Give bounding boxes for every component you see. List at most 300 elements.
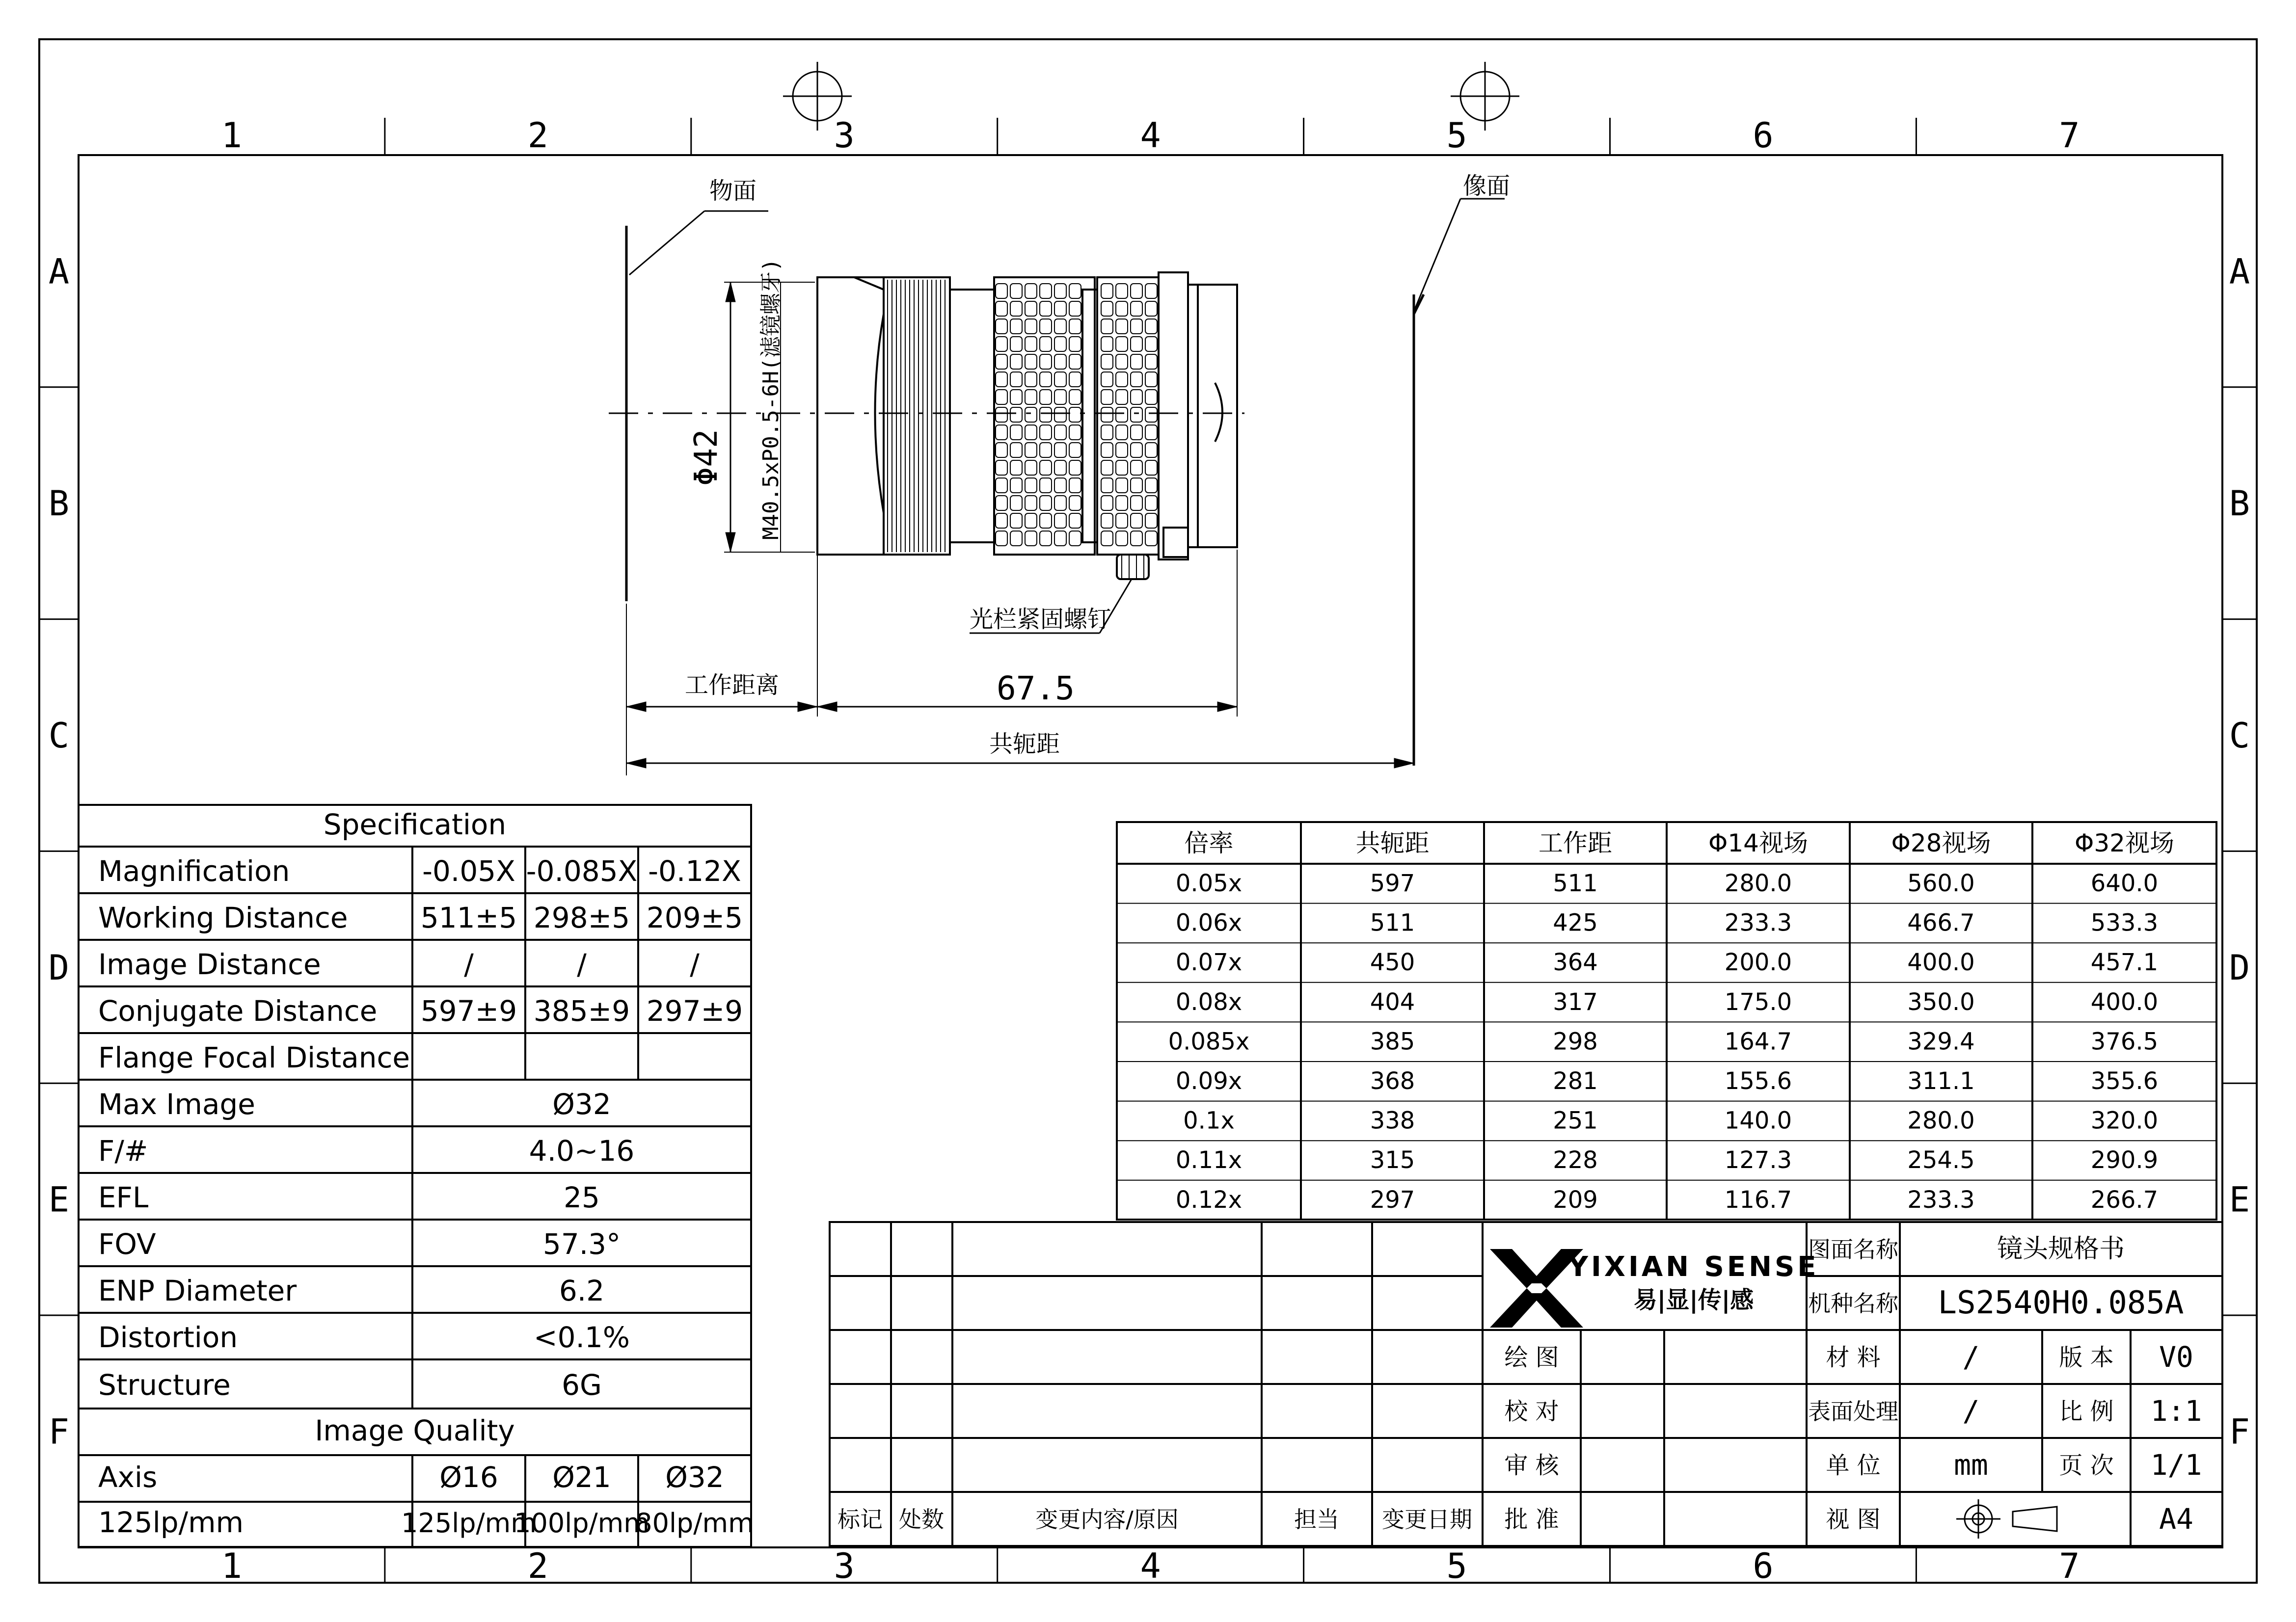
knurl-cell — [1131, 531, 1142, 546]
knurl-cell — [1145, 425, 1157, 440]
knurl-cell — [1025, 354, 1037, 369]
table-cell: 0.05x — [1175, 870, 1243, 897]
knurl-cell — [996, 407, 1007, 422]
approve-label: 批 准 — [1504, 1506, 1559, 1533]
table-cell: 338 — [1370, 1107, 1415, 1135]
model-label: 机种名称 — [1808, 1290, 1898, 1317]
table-cell: 400.0 — [2090, 988, 2159, 1016]
table-header: 工作距 — [1539, 829, 1612, 857]
table-header: Φ32视场 — [2075, 829, 2174, 857]
table-cell: 175.0 — [1724, 988, 1792, 1016]
knurl-cell — [996, 478, 1007, 493]
table-cell: 640.0 — [2090, 870, 2159, 897]
table-cell: 597 — [1370, 870, 1415, 897]
table-cell: 0.09x — [1175, 1067, 1243, 1095]
knurl-cell — [1054, 425, 1066, 440]
revision-header: 标记 — [837, 1506, 883, 1533]
quality-row-label: 125lp/mm — [98, 1506, 244, 1539]
knurl-cell — [1054, 513, 1066, 528]
unit-value: mm — [1954, 1448, 1988, 1482]
knurl-cell — [1145, 284, 1157, 298]
table-cell: 364 — [1553, 949, 1598, 977]
table-cell: 200.0 — [1724, 949, 1792, 977]
spec-title: Specification — [323, 808, 507, 841]
knurl-cell — [1010, 354, 1022, 369]
object-plane-label: 物面 — [709, 177, 757, 205]
knurl-cell — [1101, 354, 1113, 369]
knurl-cell — [1054, 531, 1066, 546]
table-cell: 298 — [1553, 1028, 1598, 1056]
knurl-cell — [996, 284, 1007, 298]
version-value: V0 — [2159, 1340, 2193, 1374]
table-cell: 425 — [1553, 909, 1598, 937]
knurl-cell — [1069, 319, 1081, 334]
column-label: 6 — [1753, 1546, 1774, 1586]
knurl-cell — [1116, 443, 1128, 457]
knurl-cell — [1010, 443, 1022, 457]
table-cell: 450 — [1370, 949, 1415, 977]
table-cell: 317 — [1553, 988, 1598, 1016]
knurl-cell — [1010, 513, 1022, 528]
knurl-cell — [1069, 407, 1081, 422]
spec-merged-value: Ø32 — [552, 1088, 611, 1121]
knurl-cell — [1069, 390, 1081, 404]
spec-merged-value: 57.3° — [542, 1227, 621, 1261]
brand-name: YIXIAN SENSE — [1568, 1251, 1819, 1283]
knurl-cell — [1101, 496, 1113, 510]
quality-axis-label: Axis — [98, 1461, 158, 1494]
spec-row-label: FOV — [98, 1227, 156, 1261]
knurl-cell — [1025, 425, 1037, 440]
knurl-cell — [1025, 337, 1037, 351]
knurl-cell — [1116, 284, 1128, 298]
knurl-cell — [1040, 531, 1052, 546]
knurl-cell — [1101, 372, 1113, 387]
quality-axis-value: Ø21 — [552, 1461, 611, 1494]
table-cell: 0.085x — [1168, 1028, 1250, 1056]
page-label: 页 次 — [2059, 1452, 2114, 1479]
thread-label: M40.5xP0.5-6H(滤镜螺牙) — [758, 258, 783, 540]
table-header: Φ14视场 — [1708, 829, 1808, 857]
spec-cell: / — [690, 948, 700, 981]
knurl-cell — [996, 425, 1007, 440]
table-header: Φ28视场 — [1891, 829, 1991, 857]
knurl-cell — [1025, 513, 1037, 528]
knurl-cell — [1010, 390, 1022, 404]
knurl-cell — [1040, 372, 1052, 387]
knurl-cell — [1025, 478, 1037, 493]
spec-merged-value: <0.1% — [534, 1321, 630, 1354]
knurl-cell — [1054, 319, 1066, 334]
knurl-cell — [1069, 425, 1081, 440]
knurl-cell — [1025, 301, 1037, 316]
table-cell: 254.5 — [1907, 1146, 1975, 1174]
knurl-cell — [1101, 390, 1113, 404]
knurl-cell — [996, 496, 1007, 510]
surface-value: / — [1962, 1394, 1980, 1428]
knurl-cell — [1116, 372, 1128, 387]
knurl-cell — [1054, 284, 1066, 298]
table-cell: 385 — [1370, 1028, 1415, 1056]
row-label: F — [48, 1411, 70, 1452]
quality-row-value: 100lp/mm — [514, 1508, 649, 1539]
knurl-cell — [1145, 531, 1157, 546]
knurl-cell — [1069, 460, 1081, 475]
column-label: 3 — [834, 1546, 855, 1586]
revision-header: 处数 — [899, 1506, 944, 1533]
knurl-cell — [1131, 372, 1142, 387]
knurl-cell — [1054, 354, 1066, 369]
version-label: 版 本 — [2059, 1344, 2114, 1371]
table-cell: 281 — [1553, 1067, 1598, 1095]
row-label: A — [48, 251, 70, 292]
knurl-cell — [1025, 284, 1037, 298]
table-cell: 140.0 — [1724, 1107, 1792, 1135]
spec-row-label: Magnification — [98, 854, 290, 888]
column-label: 4 — [1140, 115, 1161, 156]
diameter-label: Φ42 — [688, 429, 725, 486]
knurl-cell — [1145, 478, 1157, 493]
spec-cell: 511±5 — [420, 901, 517, 934]
knurl-cell — [1101, 443, 1113, 457]
knurl-cell — [1040, 443, 1052, 457]
knurl-cell — [1069, 496, 1081, 510]
quality-axis-value: Ø16 — [439, 1461, 498, 1494]
spec-merged-value: 4.0~16 — [529, 1134, 635, 1168]
spec-cell: 297±9 — [646, 994, 743, 1028]
table-cell: 0.1x — [1183, 1107, 1235, 1135]
knurl-cell — [1010, 531, 1022, 546]
column-label: 7 — [2059, 115, 2080, 156]
working-distance-label: 工作距离 — [685, 671, 780, 699]
review-label: 审 核 — [1504, 1452, 1559, 1479]
knurl-cell — [1025, 531, 1037, 546]
knurl-cell — [1040, 284, 1052, 298]
knurl-cell — [1145, 354, 1157, 369]
table-cell: 400.0 — [1907, 949, 1975, 977]
knurl-cell — [1040, 425, 1052, 440]
table-cell: 116.7 — [1724, 1186, 1792, 1214]
knurl-cell — [1054, 496, 1066, 510]
spec-row-label: Conjugate Distance — [98, 994, 378, 1028]
column-label: 5 — [1446, 115, 1467, 156]
column-label: 1 — [221, 1546, 243, 1586]
iris-ring-knurl — [1101, 284, 1157, 546]
table-cell: 404 — [1370, 988, 1415, 1016]
knurl-cell — [1101, 337, 1113, 351]
view-label: 视 图 — [1826, 1506, 1881, 1533]
column-label: 1 — [221, 115, 243, 156]
knurl-cell — [1131, 319, 1142, 334]
table-cell: 0.08x — [1175, 988, 1243, 1016]
knurl-cell — [1069, 478, 1081, 493]
table-cell: 311.1 — [1907, 1067, 1975, 1095]
knurl-cell — [1116, 496, 1128, 510]
quality-axis-value: Ø32 — [665, 1461, 724, 1494]
knurl-cell — [1116, 319, 1128, 334]
table-cell: 0.11x — [1175, 1146, 1243, 1174]
table-cell: 280.0 — [1724, 870, 1792, 897]
row-label: B — [48, 483, 70, 524]
table-cell: 355.6 — [2090, 1067, 2159, 1095]
knurl-cell — [1010, 425, 1022, 440]
row-label: E — [2229, 1179, 2250, 1220]
knurl-cell — [1054, 478, 1066, 493]
unit-label: 单 位 — [1826, 1452, 1881, 1479]
table-cell: 457.1 — [2090, 949, 2159, 977]
knurl-cell — [1010, 284, 1022, 298]
knurl-cell — [1131, 443, 1142, 457]
brand-name-cn: 易|显|传|感 — [1633, 1286, 1754, 1314]
row-label: B — [2229, 483, 2250, 524]
table-cell: 0.06x — [1175, 909, 1243, 937]
knurl-cell — [1131, 301, 1142, 316]
spec-cell: 385±9 — [533, 994, 630, 1028]
knurl-cell — [1040, 496, 1052, 510]
table-cell: 251 — [1553, 1107, 1598, 1135]
row-label: E — [48, 1179, 70, 1220]
table-cell: 266.7 — [2090, 1186, 2159, 1214]
knurl-cell — [1131, 390, 1142, 404]
spec-cell: -0.05X — [422, 854, 515, 888]
column-label: 3 — [834, 115, 855, 156]
spec-cell: / — [464, 948, 474, 981]
knurl-cell — [1131, 354, 1142, 369]
table-cell: 560.0 — [1907, 870, 1975, 897]
knurl-cell — [1040, 301, 1052, 316]
table-cell: 228 — [1553, 1146, 1598, 1174]
spec-merged-value: 25 — [564, 1181, 600, 1214]
knurl-cell — [1025, 443, 1037, 457]
knurl-cell — [996, 319, 1007, 334]
knurl-cell — [1131, 478, 1142, 493]
spec-cell: -0.12X — [648, 854, 741, 888]
spec-row-label: Distortion — [98, 1321, 238, 1354]
table-cell: 329.4 — [1907, 1028, 1975, 1056]
knurl-cell — [1025, 319, 1037, 334]
knurl-cell — [1116, 513, 1128, 528]
knurl-cell — [1054, 443, 1066, 457]
knurl-cell — [1040, 337, 1052, 351]
conjugate-label: 共轭距 — [989, 730, 1060, 758]
spec-merged-value: 6.2 — [559, 1274, 605, 1307]
spec-cell: 209±5 — [646, 901, 743, 934]
table-header: 倍率 — [1184, 829, 1234, 857]
knurl-cell — [1025, 407, 1037, 422]
row-label: A — [2229, 251, 2250, 292]
drawing-name: 镜头规格书 — [1997, 1234, 2125, 1264]
knurl-cell — [1101, 284, 1113, 298]
knurl-cell — [1116, 354, 1128, 369]
row-label: C — [48, 716, 70, 756]
table-cell: 368 — [1370, 1067, 1415, 1095]
knurl-cell — [1131, 496, 1142, 510]
zoom-ring-knurl — [996, 284, 1081, 546]
table-cell: 233.3 — [1907, 1186, 1975, 1214]
knurl-cell — [1069, 284, 1081, 298]
company-logo — [1490, 1249, 1819, 1328]
knurl-cell — [1040, 460, 1052, 475]
quality-row-value: 80lp/mm — [635, 1508, 754, 1539]
spec-row-label: Image Distance — [98, 948, 321, 981]
knurl-cell — [996, 301, 1007, 316]
knurl-cell — [996, 372, 1007, 387]
magnification-table-text — [1168, 829, 2174, 1214]
knurl-cell — [1069, 372, 1081, 387]
table-cell: 0.07x — [1175, 949, 1243, 977]
row-label: C — [2229, 716, 2250, 756]
knurl-cell — [1040, 513, 1052, 528]
knurl-cell — [1010, 407, 1022, 422]
table-cell: 127.3 — [1724, 1146, 1792, 1174]
knurl-cell — [1010, 478, 1022, 493]
knurl-cell — [1101, 425, 1113, 440]
knurl-cell — [1131, 407, 1142, 422]
knurl-cell — [1010, 460, 1022, 475]
knurl-cell — [1145, 460, 1157, 475]
knurl-cell — [1069, 513, 1081, 528]
row-label: D — [48, 947, 70, 988]
knurl-cell — [1116, 460, 1128, 475]
knurl-cell — [1101, 407, 1113, 422]
knurl-cell — [1025, 390, 1037, 404]
lens-body — [817, 272, 1237, 579]
column-label: 6 — [1753, 115, 1774, 156]
knurl-cell — [1101, 460, 1113, 475]
knurl-cell — [996, 443, 1007, 457]
page-value: 1/1 — [2150, 1448, 2202, 1482]
knurl-cell — [1101, 301, 1113, 316]
column-label: 2 — [527, 115, 548, 156]
row-label: D — [2229, 947, 2250, 988]
length-dimension: 67.5 — [997, 669, 1075, 707]
knurl-cell — [1131, 284, 1142, 298]
image-quality-title: Image Quality — [315, 1414, 515, 1447]
table-cell: 315 — [1370, 1146, 1415, 1174]
spec-row-label: F/# — [98, 1134, 148, 1168]
knurl-cell — [1040, 478, 1052, 493]
check-label: 校 对 — [1504, 1398, 1559, 1425]
quality-row-value: 125lp/mm — [401, 1508, 537, 1539]
knurl-cell — [1145, 407, 1157, 422]
spec-row-label: EFL — [98, 1181, 149, 1214]
knurl-cell — [1145, 372, 1157, 387]
revision-header: 变更内容/原因 — [1035, 1506, 1179, 1533]
magnification-table — [1117, 822, 2216, 1220]
knurl-cell — [996, 354, 1007, 369]
knurl-cell — [1145, 513, 1157, 528]
knurl-cell — [1040, 407, 1052, 422]
knurl-cell — [1101, 513, 1113, 528]
knurl-cell — [1010, 496, 1022, 510]
knurl-cell — [1054, 390, 1066, 404]
knurl-cell — [1010, 337, 1022, 351]
knurl-cell — [1145, 301, 1157, 316]
knurl-cell — [996, 460, 1007, 475]
spec-row-label: Max Image — [98, 1088, 255, 1121]
revision-header: 变更日期 — [1382, 1506, 1472, 1533]
projection-symbol-icon — [1956, 1499, 2057, 1539]
column-label: 4 — [1140, 1546, 1161, 1586]
knurl-cell — [1054, 460, 1066, 475]
table-cell: 511 — [1370, 909, 1415, 937]
table-cell: 376.5 — [2090, 1028, 2159, 1056]
scale-label: 比 例 — [2059, 1398, 2114, 1425]
revision-header: 担当 — [1294, 1506, 1339, 1533]
drawing-name-label: 图面名称 — [1808, 1236, 1898, 1263]
knurl-cell — [1025, 496, 1037, 510]
knurl-cell — [1054, 372, 1066, 387]
column-label: 7 — [2059, 1546, 2080, 1586]
spec-row-label: Structure — [98, 1368, 231, 1402]
knurl-cell — [1010, 301, 1022, 316]
knurl-cell — [1025, 460, 1037, 475]
table-cell: 350.0 — [1907, 988, 1975, 1016]
knurl-cell — [1054, 301, 1066, 316]
knurl-cell — [1054, 407, 1066, 422]
knurl-cell — [1101, 319, 1113, 334]
knurl-cell — [1069, 301, 1081, 316]
knurl-cell — [1010, 319, 1022, 334]
table-cell: 233.3 — [1724, 909, 1792, 937]
spec-cell: / — [577, 948, 587, 981]
focus-ring-knurl — [888, 280, 949, 552]
table-cell: 320.0 — [2090, 1107, 2159, 1135]
knurl-cell — [996, 531, 1007, 546]
knurl-cell — [1069, 354, 1081, 369]
surface-label: 表面处理 — [1808, 1398, 1898, 1425]
knurl-cell — [1040, 354, 1052, 369]
column-label: 2 — [527, 1546, 548, 1586]
table-cell: 533.3 — [2090, 909, 2159, 937]
material-value: / — [1962, 1340, 1980, 1374]
table-cell: 466.7 — [1907, 909, 1975, 937]
table-cell: 290.9 — [2090, 1146, 2159, 1174]
knurl-cell — [1145, 337, 1157, 351]
knurl-cell — [1116, 337, 1128, 351]
scale-value: 1:1 — [2150, 1394, 2202, 1428]
table-cell: 280.0 — [1907, 1107, 1975, 1135]
screw-label: 光栏紧固螺钉 — [970, 606, 1111, 633]
knurl-cell — [1131, 513, 1142, 528]
knurl-cell — [1145, 443, 1157, 457]
spec-row-label: Working Distance — [98, 901, 348, 934]
knurl-cell — [1101, 478, 1113, 493]
knurl-cell — [1010, 372, 1022, 387]
knurl-cell — [1054, 337, 1066, 351]
knurl-cell — [1116, 531, 1128, 546]
knurl-cell — [1116, 390, 1128, 404]
table-cell: 209 — [1553, 1186, 1598, 1214]
spec-cell: 597±9 — [420, 994, 517, 1028]
knurl-cell — [1040, 390, 1052, 404]
knurl-cell — [1069, 531, 1081, 546]
knurl-cell — [1069, 337, 1081, 351]
table-cell: 297 — [1370, 1186, 1415, 1214]
sheet-size: A4 — [2159, 1502, 2193, 1536]
knurl-cell — [1116, 478, 1128, 493]
knurl-cell — [1145, 319, 1157, 334]
table-header: 共轭距 — [1355, 829, 1430, 857]
knurl-cell — [1069, 443, 1081, 457]
row-label: F — [2229, 1411, 2250, 1452]
table-cell: 511 — [1553, 870, 1598, 897]
knurl-cell — [1116, 425, 1128, 440]
spec-cell: 298±5 — [533, 901, 630, 934]
knurl-cell — [996, 337, 1007, 351]
knurl-cell — [996, 390, 1007, 404]
spec-cell: -0.085X — [526, 854, 638, 888]
